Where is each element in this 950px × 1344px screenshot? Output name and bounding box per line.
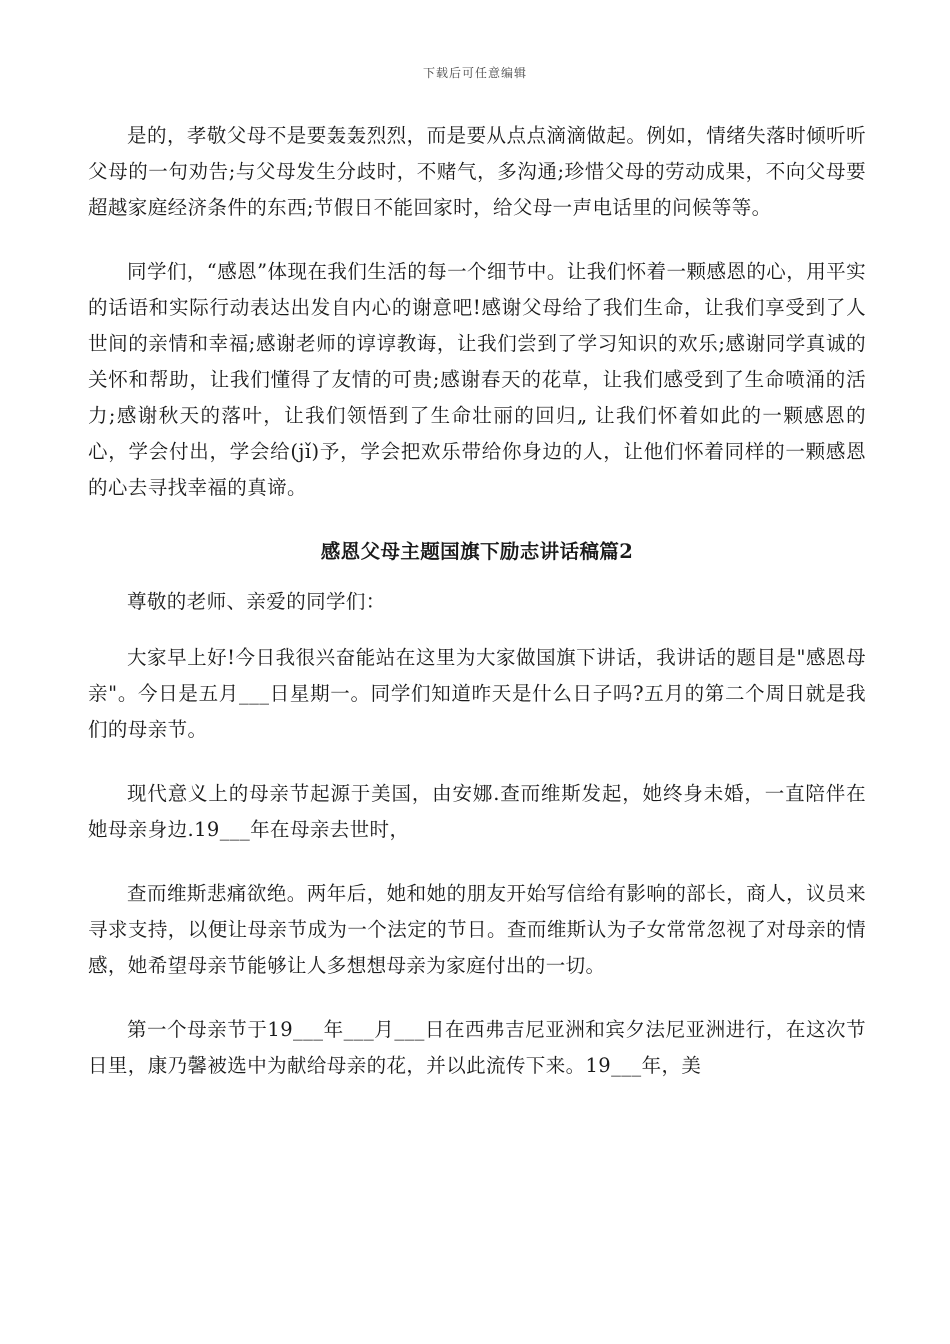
page-header: 下载后可任意编辑 (422, 66, 527, 80)
section-title: 感恩父母主题国旗下励志讲话稿篇2 (320, 540, 634, 563)
paragraph: 查而维斯悲痛欲绝。两年后，她和她的朋友开始写信给有影响的部长，商人，议员来寻求支持，以便让母亲节成为一个法定的节日。查而维斯认为子女常常忽视了对母亲的情感，她希望母亲节能够让人多想想母亲为家庭付出的一切。 (88, 882, 866, 977)
document-body (88, 118, 866, 1112)
salutation: 尊敬的老师、亲爱的同学们： (127, 590, 386, 613)
paragraph: 是的，孝敬父母不是要轰轰烈烈，而是要从点点滴滴做起。例如，情绪失落时倾听听父母的一句劝告;与父母发生分歧时，不赌气，多沟通;珍惜父母的劳动成果，不向父母要超越家庭经济条件的东西;节假日不能回家时，给父母一声电话里的问候等等。 (88, 124, 866, 219)
paragraph: 大家早上好!今日我很兴奋能站在这里为大家做国旗下讲话，我讲话的题目是"感恩母亲"。今日是五月___日星期一。同学们知道昨天是什么日子吗?五月的第二个周日就是我们的母亲节。 (88, 646, 866, 741)
paragraph: 同学们，“感恩”体现在我们生活的每一个细节中。让我们怀着一颗感恩的心，用平实的话语和实际行动表达出发自内心的谢意吧!感谢父母给了我们生命，让我们享受到了人世间的亲情和幸福;感谢老师的谆谆教诲，让我们尝到了学习知识的欢乐;感谢同学真诚的关怀和帮助，让我们懂得了友情的可贵;感谢春天的花草，让我们感受到了生命喷涌的活力;感谢秋天的落叶，让我们领悟到了生命壮丽的回归„ 让我们怀着如此的一颗感恩的心，学会付出，学会给(jǐ)予，学会把欢乐带给你身边的人，让他们怀着同样的一颗感恩的心去寻找幸福的真谛。 (88, 260, 866, 499)
paragraph: 现代意义上的母亲节起源于美国，由安娜.查而维斯发起，她终身未婚，一直陪伴在她母亲身边.19___年在母亲去世时， (88, 782, 866, 841)
paragraph: 第一个母亲节于19___年___月___日在西弗吉尼亚洲和宾夕法尼亚洲进行，在这次节日里，康乃馨被选中为献给母亲的花，并以此流传下来。19___年，美 (88, 1018, 866, 1077)
